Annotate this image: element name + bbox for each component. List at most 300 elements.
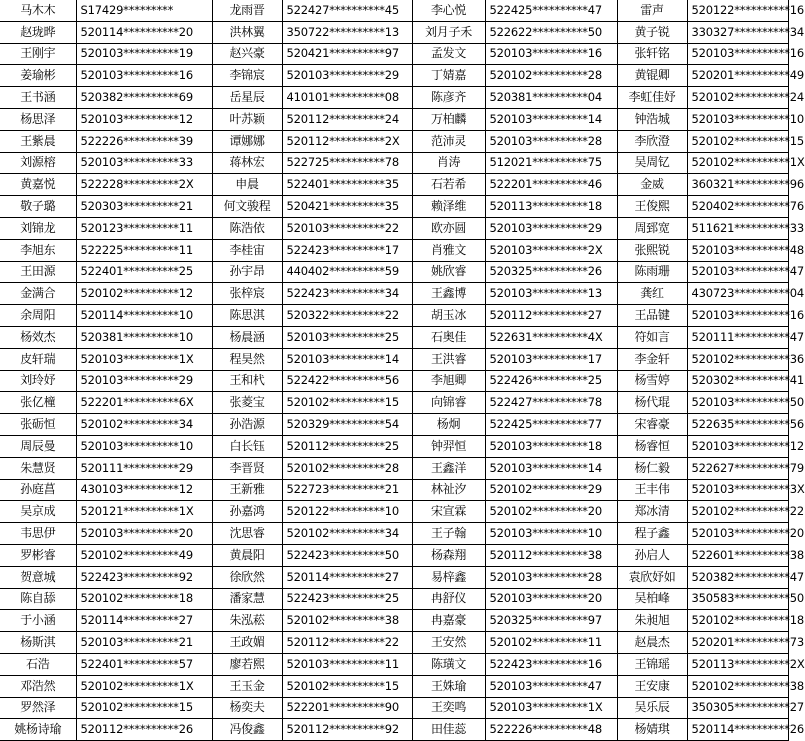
- table-row: [0, 0, 788, 21]
- table-row: [0, 152, 788, 174]
- student-name-cell: 杨森翔: [412, 544, 485, 566]
- student-name-cell: 吴周钇: [617, 152, 687, 174]
- student-name-cell: 申晨: [212, 174, 282, 196]
- masked-id-cell: 520322**********22: [282, 305, 412, 327]
- masked-id-cell: 520303**********21: [76, 196, 212, 218]
- masked-id-cell: 520103**********29: [76, 370, 212, 392]
- masked-id-cell: 520112**********2X: [282, 130, 412, 152]
- masked-id-cell: 520103**********20: [76, 523, 212, 545]
- masked-id-cell: 520102**********29: [485, 479, 617, 501]
- student-name-cell: 杨睿恒: [617, 435, 687, 457]
- masked-id-cell: 522201**********90: [282, 697, 412, 719]
- masked-id-cell: 520102**********38: [687, 675, 788, 697]
- student-name-cell: 杨婧琪: [617, 719, 687, 741]
- table-row: [0, 632, 788, 654]
- table-row: [0, 435, 788, 457]
- student-name-cell: 吴乐辰: [617, 697, 687, 719]
- student-name-cell: 陈璜文: [412, 653, 485, 675]
- student-name-cell: 刘玲妤: [0, 370, 76, 392]
- masked-id-cell: 430723**********04: [687, 283, 788, 305]
- student-name-cell: 刘源榕: [0, 152, 76, 174]
- masked-id-cell: 520381**********04: [485, 87, 617, 109]
- student-name-cell: 余周阳: [0, 305, 76, 327]
- student-name-cell: 王鑫博: [412, 283, 485, 305]
- student-name-cell: 李虹佳妤: [617, 87, 687, 109]
- student-name-cell: 孙宇昂: [212, 261, 282, 283]
- masked-id-cell: 520102**********1X: [76, 675, 212, 697]
- masked-id-cell: 520325**********97: [485, 610, 617, 632]
- masked-id-cell: 520103**********2X: [485, 239, 617, 261]
- masked-id-cell: 522225**********11: [76, 239, 212, 261]
- student-name-cell: 徐欣然: [212, 566, 282, 588]
- masked-id-cell: 520103**********12: [687, 435, 788, 457]
- student-name-cell: 李心悦: [412, 0, 485, 21]
- masked-id-cell: 520102**********28: [485, 65, 617, 87]
- student-name-cell: 陈自舔: [0, 588, 76, 610]
- student-name-cell: 杨晨涵: [212, 326, 282, 348]
- student-name-cell: 王安然: [412, 632, 485, 654]
- table-row: [0, 370, 788, 392]
- masked-id-cell: 512021**********75: [485, 152, 617, 174]
- table-row: [0, 348, 788, 370]
- table-row: [0, 196, 788, 218]
- student-name-cell: 叶苏颖: [212, 108, 282, 130]
- masked-id-cell: 520103**********25: [282, 326, 412, 348]
- table-row: [0, 479, 788, 501]
- student-name-cell: 朱泓菘: [212, 610, 282, 632]
- table-row: [0, 588, 788, 610]
- masked-id-cell: 520102**********15: [282, 392, 412, 414]
- masked-id-cell: 520103**********19: [76, 43, 212, 65]
- masked-id-cell: 520421**********35: [282, 196, 412, 218]
- masked-id-cell: 520103**********14: [485, 108, 617, 130]
- masked-id-cell: 520102**********36: [687, 348, 788, 370]
- masked-id-cell: 520102**********38: [282, 610, 412, 632]
- masked-id-cell: 520325**********26: [485, 261, 617, 283]
- student-name-cell: 张梓宸: [212, 283, 282, 305]
- masked-id-cell: 430103**********12: [76, 479, 212, 501]
- masked-id-cell: 520103**********10: [485, 523, 617, 545]
- student-name-cell: 钟羿恒: [412, 435, 485, 457]
- masked-id-cell: 522427**********78: [485, 392, 617, 414]
- student-name-cell: 王奕鸣: [412, 697, 485, 719]
- student-name-cell: 王玉金: [212, 675, 282, 697]
- student-name-cell: 皮轩瑞: [0, 348, 76, 370]
- student-name-cell: 周郅宽: [617, 217, 687, 239]
- masked-id-cell: 440402**********59: [282, 261, 412, 283]
- masked-id-cell: 520103**********33: [76, 152, 212, 174]
- student-name-cell: 李旭卿: [412, 370, 485, 392]
- masked-id-cell: 522622**********50: [485, 21, 617, 43]
- masked-id-cell: 522401**********35: [282, 174, 412, 196]
- masked-id-cell: 520201**********73: [687, 632, 788, 654]
- student-name-cell: 陈雨珊: [617, 261, 687, 283]
- student-name-cell: 周辰曼: [0, 435, 76, 457]
- masked-id-cell: 520114**********10: [76, 305, 212, 327]
- student-name-cell: 姜瑜彬: [0, 65, 76, 87]
- student-name-cell: 易梓鑫: [412, 566, 485, 588]
- student-name-cell: 张菱宝: [212, 392, 282, 414]
- masked-id-cell: 522427**********45: [282, 0, 412, 21]
- student-name-cell: 潘家慧: [212, 588, 282, 610]
- masked-id-cell: 520302**********41: [687, 370, 788, 392]
- masked-id-cell: 360321**********96: [687, 174, 788, 196]
- masked-id-cell: 522425**********47: [485, 0, 617, 21]
- masked-id-cell: 520421**********97: [282, 43, 412, 65]
- table-row: [0, 108, 788, 130]
- student-name-cell: 孟发文: [412, 43, 485, 65]
- masked-id-cell: 520103**********50: [687, 392, 788, 414]
- student-name-cell: 程子鑫: [617, 523, 687, 545]
- masked-id-cell: 522723**********21: [282, 479, 412, 501]
- student-name-cell: 冉嘉豪: [412, 610, 485, 632]
- masked-id-cell: 520102**********20: [485, 501, 617, 523]
- masked-id-cell: 522423**********34: [282, 283, 412, 305]
- masked-id-cell: 520382**********69: [76, 87, 212, 109]
- masked-id-cell: 410101**********08: [282, 87, 412, 109]
- student-name-cell: 王品键: [617, 305, 687, 327]
- student-name-cell: 冉舒仪: [412, 588, 485, 610]
- masked-id-cell: 522201**********6X: [76, 392, 212, 414]
- student-name-cell: 石奥佳: [412, 326, 485, 348]
- masked-id-cell: 522635**********56: [687, 414, 788, 436]
- masked-id-cell: 520102**********22: [687, 501, 788, 523]
- student-name-cell: 赵珑晔: [0, 21, 76, 43]
- masked-id-cell: 520103**********16: [485, 43, 617, 65]
- student-name-cell: 张亿橦: [0, 392, 76, 414]
- masked-id-cell: 522601**********38: [687, 544, 788, 566]
- masked-id-cell: 522426**********25: [485, 370, 617, 392]
- masked-id-cell: 520103**********10: [76, 435, 212, 457]
- student-name-cell: 白长钰: [212, 435, 282, 457]
- masked-id-cell: 522631**********4X: [485, 326, 617, 348]
- student-name-cell: 杨思泽: [0, 108, 76, 130]
- student-name-cell: 王姝瑜: [412, 675, 485, 697]
- student-name-cell: 黄晨阳: [212, 544, 282, 566]
- table-row: [0, 261, 788, 283]
- student-name-cell: 何文骏程: [212, 196, 282, 218]
- student-name-cell: 罗然泽: [0, 697, 76, 719]
- student-name-cell: 王安康: [617, 675, 687, 697]
- masked-id-cell: 520103**********22: [282, 217, 412, 239]
- student-name-cell: 金威: [617, 174, 687, 196]
- masked-id-cell: 520381**********10: [76, 326, 212, 348]
- masked-id-cell: 520102**********28: [282, 457, 412, 479]
- student-name-cell: 王田源: [0, 261, 76, 283]
- student-name-cell: 杨炯: [412, 414, 485, 436]
- masked-id-cell: 520112**********24: [282, 108, 412, 130]
- masked-id-cell: 520103**********17: [485, 348, 617, 370]
- student-name-cell: 符如言: [617, 326, 687, 348]
- masked-id-cell: 520113**********18: [485, 196, 617, 218]
- student-name-cell: 孙庭菖: [0, 479, 76, 501]
- student-name-cell: 赖泽维: [412, 196, 485, 218]
- masked-id-cell: 520112**********22: [282, 632, 412, 654]
- masked-id-cell: 520123**********11: [76, 217, 212, 239]
- student-name-cell: 石浩: [0, 653, 76, 675]
- table-row: [0, 414, 788, 436]
- masked-id-cell: 520114**********20: [76, 21, 212, 43]
- table-row: [0, 174, 788, 196]
- masked-id-cell: 522226**********39: [76, 130, 212, 152]
- masked-id-cell: 520102**********18: [76, 588, 212, 610]
- table-row: [0, 239, 788, 261]
- student-name-cell: 岳星辰: [212, 87, 282, 109]
- student-name-cell: 肖涛: [412, 152, 485, 174]
- student-name-cell: 王鑫洋: [412, 457, 485, 479]
- table-row: [0, 21, 788, 43]
- student-name-cell: 于小涵: [0, 610, 76, 632]
- masked-id-cell: 520102**********15: [282, 675, 412, 697]
- masked-id-cell: 520103**********20: [687, 523, 788, 545]
- student-name-cell: 范沛灵: [412, 130, 485, 152]
- masked-id-cell: 522423**********25: [282, 588, 412, 610]
- masked-id-cell: 330327**********34: [687, 21, 788, 43]
- masked-id-cell: 520112**********25: [282, 435, 412, 457]
- student-name-cell: 王锦瑶: [617, 653, 687, 675]
- student-name-cell: 万柏麟: [412, 108, 485, 130]
- student-name-cell: 孙浩源: [212, 414, 282, 436]
- masked-id-cell: 350305**********27: [687, 697, 788, 719]
- masked-id-cell: 522725**********78: [282, 152, 412, 174]
- table-row: [0, 65, 788, 87]
- student-name-cell: 杨效杰: [0, 326, 76, 348]
- student-name-cell: 龚红: [617, 283, 687, 305]
- student-name-cell: 李金轩: [617, 348, 687, 370]
- masked-id-cell: 522423**********92: [76, 566, 212, 588]
- student-name-cell: 陈思淇: [212, 305, 282, 327]
- student-name-cell: 马木木: [0, 0, 76, 21]
- student-name-cell: 陈浩依: [212, 217, 282, 239]
- masked-id-cell: 520103**********14: [485, 457, 617, 479]
- student-name-cell: 黄锟卿: [617, 65, 687, 87]
- student-name-cell: 姚杨诗瑜: [0, 719, 76, 741]
- masked-id-cell: 522423**********16: [485, 653, 617, 675]
- masked-id-cell: 350722**********13: [282, 21, 412, 43]
- masked-id-cell: 520102**********11: [485, 632, 617, 654]
- masked-id-cell: 520102**********34: [76, 414, 212, 436]
- masked-id-cell: 520103**********47: [687, 261, 788, 283]
- masked-id-cell: S17429*********: [76, 0, 212, 21]
- table-row: [0, 326, 788, 348]
- student-name-cell: 金满合: [0, 283, 76, 305]
- masked-id-cell: 350583**********50: [687, 588, 788, 610]
- student-name-cell: 王丰伟: [617, 479, 687, 501]
- table-row: [0, 697, 788, 719]
- masked-id-cell: 520102**********49: [76, 544, 212, 566]
- table-row: [0, 43, 788, 65]
- masked-id-cell: 520103**********11: [282, 653, 412, 675]
- masked-id-cell: 520103**********1X: [76, 348, 212, 370]
- student-name-cell: 宋宣霖: [412, 501, 485, 523]
- masked-id-cell: 520329**********54: [282, 414, 412, 436]
- table-row: [0, 501, 788, 523]
- masked-id-cell: 520112**********26: [76, 719, 212, 741]
- student-name-cell: 陈彦齐: [412, 87, 485, 109]
- masked-id-cell: 522423**********17: [282, 239, 412, 261]
- masked-id-cell: 520102**********15: [76, 697, 212, 719]
- student-name-cell: 李桂宙: [212, 239, 282, 261]
- masked-id-cell: 520102**********1X: [687, 152, 788, 174]
- masked-id-cell: 520382**********47: [687, 566, 788, 588]
- student-name-cell: 杨雪婷: [617, 370, 687, 392]
- masked-id-cell: 522401**********25: [76, 261, 212, 283]
- student-name-cell: 胡玉冰: [412, 305, 485, 327]
- student-name-cell: 廖若熙: [212, 653, 282, 675]
- masked-id-cell: 520103**********28: [485, 130, 617, 152]
- masked-id-cell: 520103**********29: [485, 217, 617, 239]
- student-name-cell: 杨斯淇: [0, 632, 76, 654]
- masked-id-cell: 520103**********14: [282, 348, 412, 370]
- student-name-cell: 肖雅文: [412, 239, 485, 261]
- table-row: [0, 392, 788, 414]
- table-row: [0, 523, 788, 545]
- student-name-cell: 王和杙: [212, 370, 282, 392]
- masked-id-cell: 520103**********18: [485, 435, 617, 457]
- student-name-cell: 龙雨晋: [212, 0, 282, 21]
- student-name-cell: 丁婧嘉: [412, 65, 485, 87]
- student-name-cell: 李锦宸: [212, 65, 282, 87]
- student-name-cell: 韦思伊: [0, 523, 76, 545]
- student-name-cell: 王俊熙: [617, 196, 687, 218]
- masked-id-cell: 520102**********12: [76, 283, 212, 305]
- table-row: [0, 653, 788, 675]
- student-name-cell: 郑冰清: [617, 501, 687, 523]
- student-name-cell: 张熙锐: [617, 239, 687, 261]
- student-name-cell: 孙启人: [617, 544, 687, 566]
- masked-id-cell: 511621**********33: [687, 217, 788, 239]
- masked-id-cell: 520103**********12: [76, 108, 212, 130]
- masked-id-cell: 520103**********1X: [485, 697, 617, 719]
- student-name-cell: 冯俊鑫: [212, 719, 282, 741]
- student-name-cell: 蒋林宏: [212, 152, 282, 174]
- table-row: [0, 675, 788, 697]
- student-name-cell: 田佳蕊: [412, 719, 485, 741]
- masked-id-cell: 520114**********26: [687, 719, 788, 741]
- student-name-cell: 程昊然: [212, 348, 282, 370]
- student-name-cell: 赵兴豪: [212, 43, 282, 65]
- masked-id-cell: 520122**********10: [282, 501, 412, 523]
- table-row: [0, 610, 788, 632]
- table-row: [0, 87, 788, 109]
- table-row: [0, 457, 788, 479]
- table-row: [0, 544, 788, 566]
- masked-id-cell: 520102**********34: [282, 523, 412, 545]
- student-name-cell: 刘锦龙: [0, 217, 76, 239]
- student-name-cell: 宋睿豪: [617, 414, 687, 436]
- student-name-cell: 朱慧贤: [0, 457, 76, 479]
- masked-id-cell: 522425**********77: [485, 414, 617, 436]
- masked-id-cell: 520112**********27: [485, 305, 617, 327]
- masked-id-cell: 520103**********21: [76, 632, 212, 654]
- masked-id-cell: 520103**********3X: [687, 479, 788, 501]
- table-row: [0, 283, 788, 305]
- table-row: [0, 217, 788, 239]
- student-name-cell: 赵晨杰: [617, 632, 687, 654]
- table-row: [0, 130, 788, 152]
- student-name-cell: 林祉汐: [412, 479, 485, 501]
- masked-id-cell: 520402**********76: [687, 196, 788, 218]
- masked-id-cell: 520201**********49: [687, 65, 788, 87]
- student-name-cell: 张轩铭: [617, 43, 687, 65]
- masked-id-cell: 520122**********16: [687, 0, 788, 21]
- masked-id-cell: 520102**********15: [687, 130, 788, 152]
- student-name-cell: 王新雅: [212, 479, 282, 501]
- student-name-cell: 李欣澄: [617, 130, 687, 152]
- student-name-cell: 杨奕夫: [212, 697, 282, 719]
- student-name-cell: 王子翰: [412, 523, 485, 545]
- masked-id-cell: 520114**********27: [76, 610, 212, 632]
- masked-id-cell: 520103**********29: [282, 65, 412, 87]
- student-name-cell: 杨仁毅: [617, 457, 687, 479]
- masked-id-cell: 520111**********47: [687, 326, 788, 348]
- student-name-cell: 欧亦圆: [412, 217, 485, 239]
- table-row: [0, 719, 788, 741]
- masked-id-cell: 520103**********48: [687, 239, 788, 261]
- student-name-cell: 向锦睿: [412, 392, 485, 414]
- student-name-cell: 刘月子禾: [412, 21, 485, 43]
- masked-id-cell: 520114**********27: [282, 566, 412, 588]
- masked-id-cell: 522401**********57: [76, 653, 212, 675]
- student-name-cell: 沈思睿: [212, 523, 282, 545]
- student-name-cell: 黄嘉悦: [0, 174, 76, 196]
- masked-id-cell: 520121**********1X: [76, 501, 212, 523]
- masked-id-cell: 522627**********79: [687, 457, 788, 479]
- masked-id-cell: 520102**********18: [687, 610, 788, 632]
- student-name-cell: 吴京成: [0, 501, 76, 523]
- student-name-cell: 敬子璐: [0, 196, 76, 218]
- masked-id-cell: 520103**********16: [687, 43, 788, 65]
- student-name-cell: 李旭东: [0, 239, 76, 261]
- masked-id-cell: 520103**********16: [76, 65, 212, 87]
- student-name-cell: 钟浩城: [617, 108, 687, 130]
- masked-id-cell: 520103**********13: [485, 283, 617, 305]
- table-row: [0, 566, 788, 588]
- student-name-cell: 王洪睿: [412, 348, 485, 370]
- masked-id-cell: 520112**********92: [282, 719, 412, 741]
- student-name-cell: 王刚宇: [0, 43, 76, 65]
- student-name-cell: 王紫晨: [0, 130, 76, 152]
- masked-id-cell: 520103**********16: [687, 305, 788, 327]
- student-name-cell: 贺意城: [0, 566, 76, 588]
- student-name-cell: 杨代琨: [617, 392, 687, 414]
- student-name-cell: 张砺恒: [0, 414, 76, 436]
- student-name-cell: 王书涵: [0, 87, 76, 109]
- masked-id-cell: 520112**********38: [485, 544, 617, 566]
- masked-id-cell: 522228**********2X: [76, 174, 212, 196]
- masked-id-cell: 522423**********50: [282, 544, 412, 566]
- masked-id-cell: 522226**********48: [485, 719, 617, 741]
- student-name-cell: 袁欣妤如: [617, 566, 687, 588]
- student-name-cell: 石若希: [412, 174, 485, 196]
- student-name-cell: 谭娜娜: [212, 130, 282, 152]
- masked-id-cell: 520103**********20: [485, 588, 617, 610]
- student-name-cell: 邓浩然: [0, 675, 76, 697]
- masked-id-cell: 520103**********47: [485, 675, 617, 697]
- student-name-cell: 朱昶旭: [617, 610, 687, 632]
- table-row: [0, 305, 788, 327]
- masked-id-cell: 520103**********28: [485, 566, 617, 588]
- masked-id-cell: 522201**********46: [485, 174, 617, 196]
- student-name-cell: 罗彬睿: [0, 544, 76, 566]
- masked-id-cell: 520102**********24: [687, 87, 788, 109]
- masked-id-cell: 520111**********29: [76, 457, 212, 479]
- student-name-cell: 李晋贤: [212, 457, 282, 479]
- student-name-cell: 黄子锐: [617, 21, 687, 43]
- masked-id-cell: 522422**********56: [282, 370, 412, 392]
- masked-id-cell: 520103**********10: [687, 108, 788, 130]
- student-name-cell: 洪林翼: [212, 21, 282, 43]
